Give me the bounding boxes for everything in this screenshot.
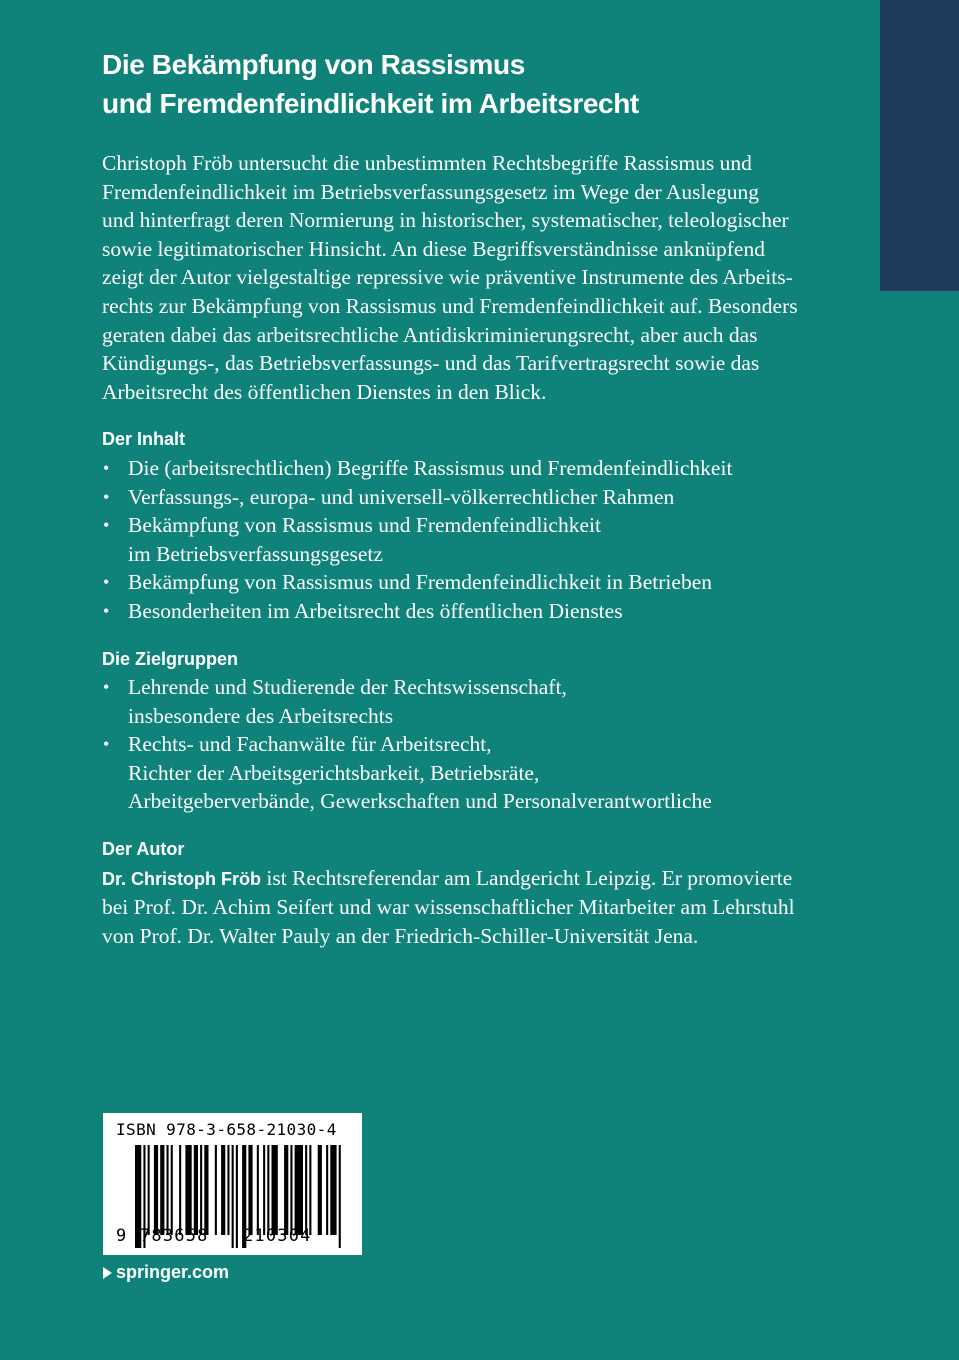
barcode-bar — [215, 1145, 217, 1235]
barcode-bar — [326, 1145, 328, 1235]
ean-lead-digit: 9 — [116, 1226, 128, 1246]
intro-line: Fremdenfeindlichkeit im Betriebsverfassungsgesetz im Wege der Auslegung — [102, 179, 760, 204]
contents-heading: Der Inhalt — [102, 429, 186, 450]
corner-color-block — [880, 0, 959, 291]
author-bio — [102, 864, 862, 951]
list-item-line: Arbeitgeberverbände, Gewerkschaften und Personalverantwortliche — [128, 789, 712, 814]
list-item-line: im Betriebsverfassungsgesetz — [128, 541, 383, 566]
triangle-right-icon — [103, 1267, 112, 1279]
barcode-bar — [167, 1145, 169, 1235]
barcode-bar — [232, 1145, 234, 1248]
barcode-bar — [309, 1145, 311, 1235]
isbn-label: ISBN 978-3-658-21030-4 — [116, 1120, 337, 1139]
contents-list — [102, 454, 862, 626]
barcode-bar — [171, 1145, 173, 1235]
barcode-bar — [248, 1145, 252, 1235]
publisher-link-text: springer.com — [116, 1262, 230, 1282]
intro-line: sowie legitimatorischer Hinsicht. An diese Begriffsverständnisse anknüpfend — [102, 236, 765, 261]
barcode-bar — [257, 1145, 259, 1235]
barcode-bar — [267, 1145, 269, 1235]
audience-heading: Die Zielgruppen — [102, 648, 239, 669]
author-line-text: ist Rechtsreferendar am Landgericht Leipzig. Er promovierte — [261, 865, 793, 890]
list-item — [102, 597, 862, 626]
list-item-line: • Lehrende und Studierende der Rechtswissenschaft, — [128, 675, 567, 700]
intro-line: Arbeitsrecht des öffentlichen Dienstes in den Blick. — [102, 379, 547, 404]
barcode-bar — [221, 1145, 225, 1235]
barcode-bar — [148, 1145, 150, 1235]
barcode-bar — [305, 1145, 307, 1235]
intro-line: rechts zur Bekämpfung von Rassismus und Fremdenfeindlichkeit auf. Besonders — [102, 293, 798, 318]
intro-line: Christoph Fröb untersucht die unbestimmten Rechtsbegriffe Rassismus und — [102, 151, 752, 175]
list-item — [102, 568, 862, 597]
list-item-line: Richter der Arbeitsgerichtsbarkeit, Betriebsräte, — [128, 760, 540, 785]
barcode-bar — [290, 1145, 292, 1235]
blurb-content — [102, 149, 862, 950]
list-item — [102, 454, 862, 483]
barcode-bar — [200, 1145, 202, 1235]
list-item — [102, 673, 862, 730]
list-item-line: • Besonderheiten im Arbeitsrecht des öffentlichen Dienstes — [128, 598, 623, 623]
author-name: Dr. Christoph Fröb — [102, 868, 261, 889]
list-item-line: • Bekämpfung von Rassismus und Fremdenfeindlichkeit in Betrieben — [128, 570, 712, 595]
list-item — [102, 511, 862, 568]
ean-right-digits: 210304 — [243, 1226, 312, 1246]
publisher-link[interactable] — [103, 1262, 229, 1283]
barcode-bar — [194, 1145, 198, 1235]
barcode-bar — [236, 1145, 238, 1248]
barcode-bar — [227, 1145, 229, 1235]
list-item — [102, 730, 862, 816]
isbn-barcode — [103, 1113, 362, 1255]
intro-line: und hinterfragt deren Normierung in historischer, systematischer, teleologischer — [102, 208, 789, 233]
intro-line: zeigt der Autor vielgestaltige repressive wie präventive Instrumente des Arbeits- — [102, 265, 793, 290]
intro-line: geraten dabei das arbeitsrechtliche Antidiskriminierungsrecht, aber auch das — [102, 322, 758, 347]
list-item-line: insbesondere des Arbeitsrechts — [128, 703, 394, 728]
barcode-bar — [339, 1145, 341, 1248]
intro-line: Kündigungs-, das Betriebsverfassungs- und das Tarifvertragsrecht sowie das — [102, 351, 760, 376]
ean-left-digits: 783658 — [140, 1226, 209, 1246]
list-item-line: • Rechts- und Fachanwälte für Arbeitsrecht, — [128, 732, 492, 757]
barcode-bar — [295, 1145, 303, 1235]
author-heading: Der Autor — [102, 839, 185, 860]
audience-list — [102, 673, 862, 816]
barcode-bar — [160, 1145, 164, 1235]
barcode-bar — [330, 1145, 336, 1235]
author-line: bei Prof. Dr. Achim Seifert und war wissenschaftlicher Mitarbeiter am Lehrstuhl — [102, 895, 795, 920]
barcode-bar — [204, 1145, 208, 1235]
barcode-bar — [263, 1145, 265, 1235]
list-item — [102, 483, 862, 512]
barcode-bar — [179, 1145, 181, 1235]
book-title — [102, 45, 862, 123]
list-item-line: • Bekämpfung von Rassismus und Fremdenfeindlichkeit — [128, 513, 601, 538]
title-line-1: Die Bekämpfung von Rassismus — [102, 49, 525, 80]
list-item-line: • Verfassungs-, europa- und universell-völkerrechtlicher Rahmen — [128, 484, 675, 509]
intro-paragraph — [102, 149, 862, 406]
list-item-line: • Die (arbeitsrechtlichen) Begriffe Rassismus und Fremdenfeindlichkeit — [128, 455, 733, 480]
barcode-bar — [284, 1145, 288, 1235]
barcode-bar — [185, 1145, 191, 1235]
author-line — [102, 864, 862, 894]
barcode-bar — [154, 1145, 158, 1235]
title-line-2: und Fremdenfeindlichkeit im Arbeitsrecht — [102, 88, 639, 119]
barcode-bar — [318, 1145, 322, 1235]
barcode-bar — [272, 1145, 278, 1235]
author-line: von Prof. Dr. Walter Pauly an der Friedrich-Schiller-Universität Jena. — [102, 923, 699, 948]
